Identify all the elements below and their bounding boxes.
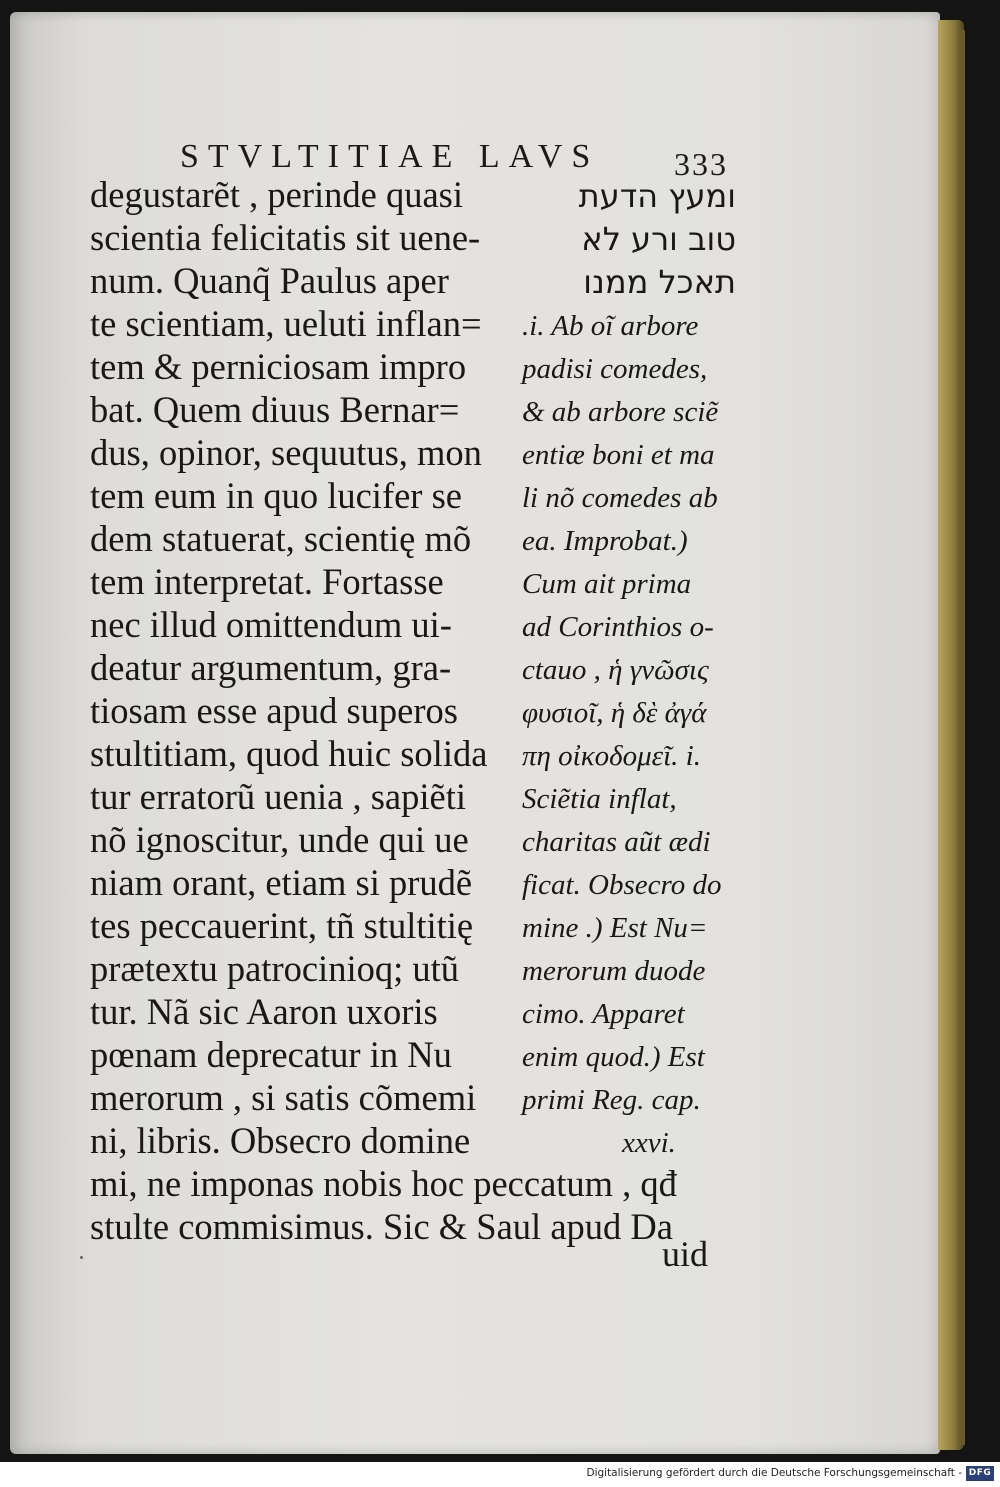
main-text-line: degustarẽt , perinde quasi: [90, 174, 463, 215]
marginal-gloss-line: padisi comedes,: [522, 353, 708, 385]
book-page: [10, 12, 940, 1454]
marginal-gloss-line: charitas aũt ædi: [522, 826, 711, 858]
marginal-gloss-line: Cum ait prima: [522, 568, 692, 600]
main-text-line: ni, libris. Obsecro domine: [90, 1120, 471, 1161]
hebrew-gloss-line: ומעץ הדעת: [578, 177, 736, 215]
full-width-text-line: stulte commisimus. Sic & Saul apud Da: [90, 1206, 673, 1247]
marginal-gloss-line: xxvi.: [622, 1127, 676, 1159]
marginal-gloss-line: entiæ boni et ma: [522, 439, 715, 471]
hebrew-gloss-line: תאכל ממנו: [583, 263, 736, 301]
main-text-line: merorum , si satis cõmemi: [90, 1077, 477, 1118]
page-number: 333: [674, 146, 728, 182]
main-text-line: dus, opinor, sequutus, mon: [90, 432, 482, 473]
marginal-gloss-line: li nõ comedes ab: [522, 482, 718, 514]
marginal-gloss-line: primi Reg. cap.: [522, 1084, 701, 1116]
marginal-gloss-line: cimo. Apparet: [522, 998, 685, 1030]
marginal-gloss-line: .i. Ab oĩ arbore: [522, 310, 699, 342]
main-text-line: niam orant, etiam si prudẽ: [90, 862, 473, 903]
dfg-logo-icon: DFG: [966, 1466, 994, 1481]
main-text-line: tur erratorũ uenia , sapiẽti: [90, 776, 466, 817]
main-text-line: deatur argumentum, gra-: [90, 647, 452, 688]
main-text-line: stultitiam, quod huic solida: [90, 733, 488, 774]
catchword: uid: [662, 1234, 709, 1274]
marginal-gloss-line: πη οἰκοδομεῖ. i.: [522, 740, 701, 772]
page-fore-edge-shadow: [960, 30, 965, 1445]
main-text-line: scientia felicitatis sit uene-: [90, 217, 481, 258]
main-text-line: tiosam esse apud superos: [90, 690, 458, 731]
ink-speck: [80, 1256, 83, 1259]
main-text-line: bat. Quem diuus Bernar=: [90, 389, 460, 430]
main-text-line: nõ ignoscitur, unde qui ue: [90, 819, 469, 860]
marginal-gloss-line: ctauo , ἡ γνῶσις: [522, 654, 709, 686]
main-text-line: tem eum in quo lucifer se: [90, 475, 462, 516]
main-text-line: tem & perniciosam impro: [90, 346, 467, 387]
main-text-line: prætextu patrocinioq; utũ: [90, 948, 459, 989]
main-text-line: tur. Nã sic Aaron uxoris: [90, 991, 438, 1032]
marginal-gloss-line: Sciẽtia inflat,: [522, 783, 677, 815]
main-text-line: tes peccauerint, tñ stultitię: [90, 905, 474, 946]
digitization-footer: [0, 1462, 1000, 1487]
main-text-line: te scientiam, ueluti inflan=: [90, 303, 482, 344]
hebrew-gloss-line: טוב ורע לא: [581, 220, 736, 258]
marginal-gloss-line: ficat. Obsecro do: [522, 869, 722, 901]
marginal-gloss-line: φυσιοῖ, ἡ δὲ ἀγά: [522, 697, 707, 729]
main-text-line: nec illud omittendum ui-: [90, 604, 452, 645]
footer-credit: Digitalisierung gefördert durch die Deutsche Forschungsgemeinschaft -: [586, 1467, 962, 1479]
marginal-gloss-line: ea. Improbat.): [522, 525, 688, 557]
marginal-gloss-line: mine .) Est Nu=: [522, 912, 708, 944]
main-text-line: dem statuerat, scientię mõ: [90, 518, 472, 559]
marginal-gloss-line: ad Corinthios o-: [522, 611, 714, 643]
marginal-gloss-line: enim quod.) Est: [522, 1041, 705, 1073]
main-text-line: pœnam deprecatur in Nu: [90, 1034, 452, 1075]
main-text-line: tem interpretat. Fortasse: [90, 561, 444, 602]
full-width-text-line: mi, ne imponas nobis hoc peccatum , qđ: [90, 1163, 677, 1204]
running-head: STVLTITIAE LAVS: [180, 138, 600, 175]
marginal-gloss-line: & ab arbore sciẽ: [522, 396, 719, 428]
marginal-gloss-line: merorum duode: [522, 955, 706, 987]
main-text-line: num. Quanq̃ Paulus aper: [90, 260, 449, 301]
